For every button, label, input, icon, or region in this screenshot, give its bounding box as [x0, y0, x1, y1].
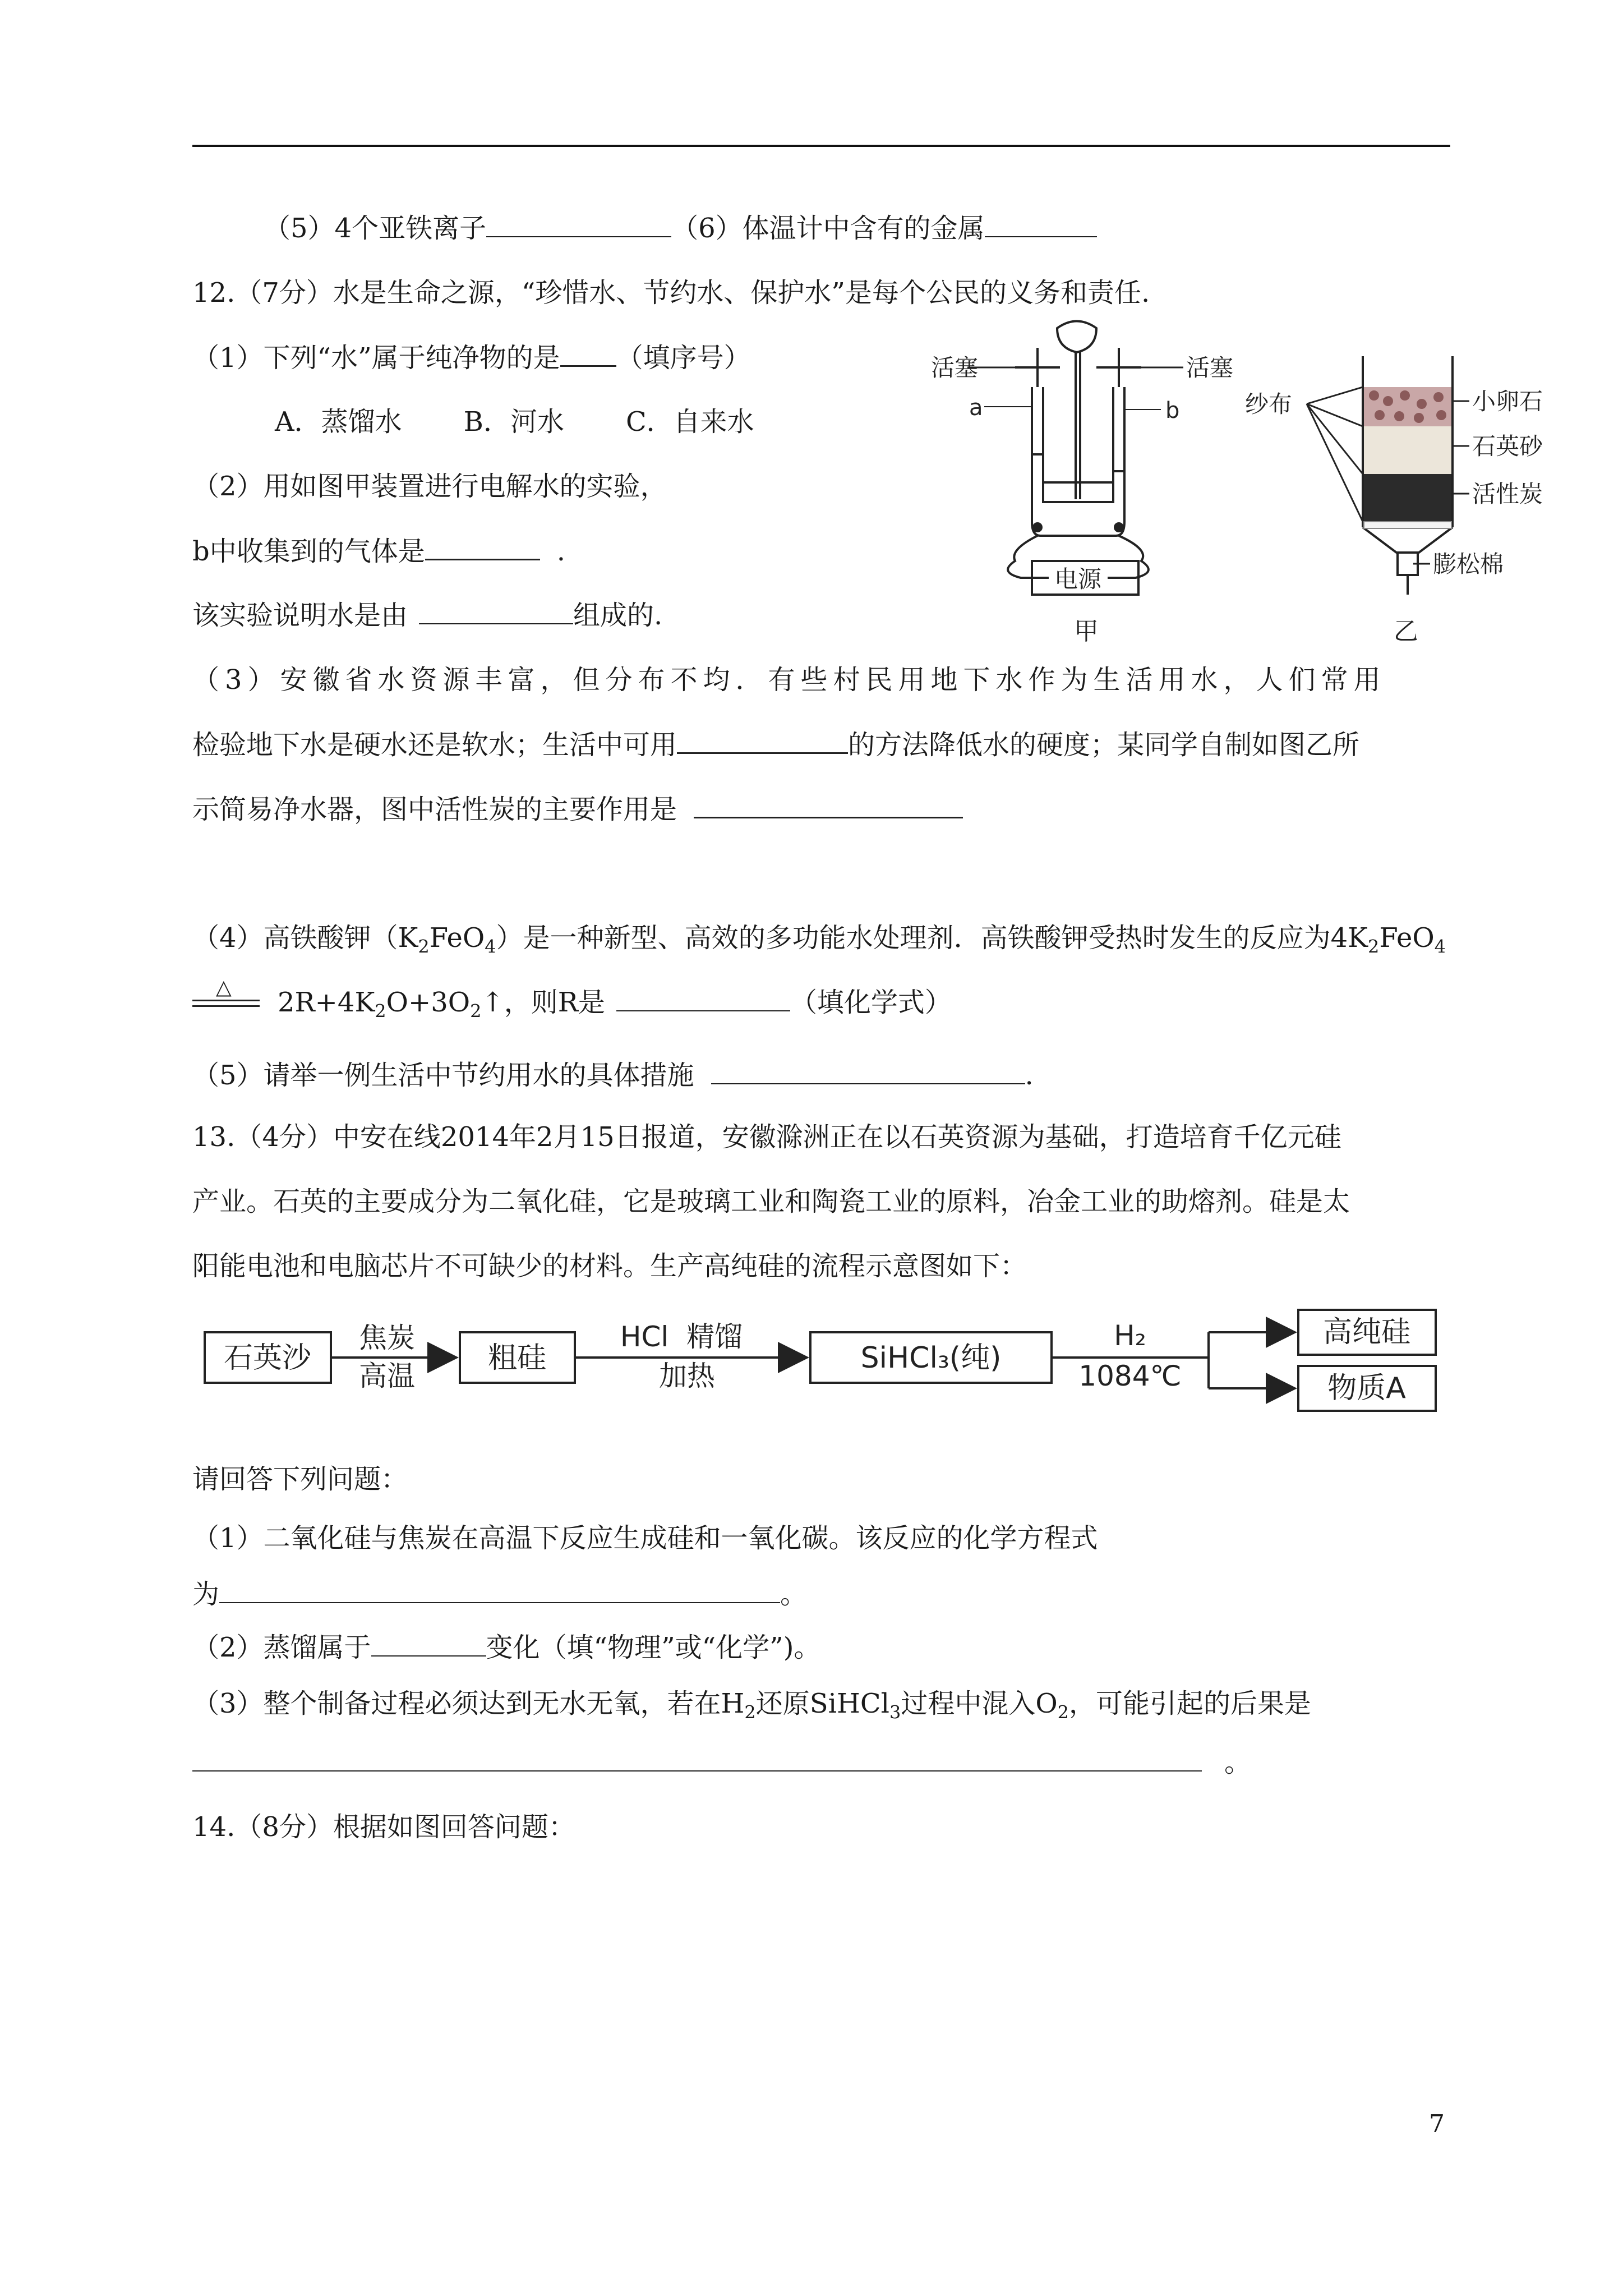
q11-item5: （5）4个亚铁离子 — [264, 213, 487, 244]
answer-blank[interactable] — [425, 533, 540, 560]
option-a: A．蒸馏水 — [275, 406, 402, 438]
label-quartz-sand: 石英砂 — [1472, 432, 1543, 460]
answer-blank[interactable] — [371, 1630, 486, 1657]
q13-part1b: 为 。 — [192, 1576, 807, 1612]
label-pebbles: 小卵石 — [1472, 388, 1543, 415]
quartz-sand-layer — [1364, 426, 1451, 474]
answer-blank[interactable] — [219, 1576, 780, 1603]
header-rule — [192, 145, 1450, 147]
delta-symbol: △ — [216, 976, 232, 999]
q12-options — [275, 404, 754, 440]
q11-line — [264, 210, 1097, 246]
electrolysis-apparatus-figure — [931, 314, 1245, 651]
label-stopcock-left: 活塞 — [931, 354, 979, 381]
label-gauze: 纱布 — [1245, 390, 1293, 418]
flow-box1-text: 石英沙 — [223, 1341, 312, 1375]
label-b: b — [1165, 398, 1180, 424]
answer-blank[interactable] — [694, 791, 963, 818]
answer-blank[interactable] — [677, 726, 848, 754]
answer-blank[interactable] — [419, 597, 573, 624]
answer-blank[interactable] — [616, 984, 790, 1011]
flow-box3-text: SiHCl₃(纯) — [860, 1341, 1002, 1375]
silicon-flow-diagram — [199, 1301, 1455, 1430]
activated-carbon-layer — [1364, 474, 1451, 522]
water-purifier-figure — [1245, 348, 1559, 662]
q12-part2a: （2）用如图甲装置进行电解水的实验， — [192, 471, 667, 502]
caption-yi: 乙 — [1394, 617, 1418, 646]
flow-arrow2-top: HCl 精馏 — [620, 1320, 743, 1353]
q13-part2: （2）蒸馏属于 变化（填“物理”或“化学”)。 — [192, 1630, 820, 1665]
answer-blank[interactable] — [711, 1057, 1025, 1084]
flow-arrow1-top: 焦炭 — [359, 1322, 415, 1354]
label-stopcock-right: 活塞 — [1186, 354, 1234, 381]
funnel-bulb — [1057, 321, 1096, 353]
q14-title: 14.（8分）根据如图回答问题： — [192, 1811, 575, 1843]
flow-arrow2-bottom: 加热 — [659, 1360, 715, 1392]
q12-part1: （1）下列“水”属于纯净物的是 （填序号） — [192, 339, 751, 376]
flow-arrow3-bottom: 1084℃ — [1078, 1360, 1182, 1392]
q13-part3-answer: 。 — [192, 1745, 1251, 1780]
q13-part1: （1）二氧化硅与焦炭在高温下反应生成硅和一氧化碳。该反应的化学方程式 — [192, 1522, 1098, 1554]
flow-arrow1-bottom: 高温 — [359, 1360, 415, 1392]
label-activated-carbon: 活性炭 — [1472, 480, 1543, 508]
q13-prompt: 请回答下列问题： — [192, 1464, 408, 1495]
q13-line2: 产业。石英的主要成分为二氧化硅，它是玻璃工业和陶瓷工业的原料，冶金工业的助熔剂。硅是太 — [192, 1186, 1350, 1217]
label-power: 电源 — [1054, 565, 1102, 593]
q12-title: 12.（7分）水是生命之源，“珍惜水、节约水、保护水”是每个公民的义务和责任. — [192, 277, 1150, 309]
q12-part3b: 检验地下水是硬水还是软水；生活中可用 的方法降低水的硬度；某同学自制如图乙所 — [192, 726, 1359, 763]
flow-box5-text: 物质A — [1327, 1372, 1406, 1405]
q12-part4b: $2R+4K_2O+3O_2↑$，则R是 （填化学式） — [278, 984, 952, 1020]
heat-condition — [192, 976, 260, 1010]
page-number: 7 — [1429, 2110, 1445, 2138]
q12-part2c: 该实验说明水是由 组成的. — [192, 597, 662, 633]
q11-item6: （6）体温计中含有的金属 — [671, 213, 985, 244]
answer-blank[interactable] — [192, 1745, 1202, 1772]
answer-blank[interactable] — [486, 210, 671, 237]
answer-blank[interactable] — [985, 210, 1097, 237]
caption-jia: 甲 — [1074, 617, 1099, 646]
option-c: C．自来水 — [625, 406, 754, 438]
label-cotton: 膨松棉 — [1433, 550, 1504, 578]
q12-part5: （5）请举一例生活中节约用水的具体措施 . — [192, 1057, 1034, 1093]
q13-title: 13.（4分）中安在线2014年2月15日报道，安徽滁洲正在以石英资源为基础，打造培育千亿元硅 — [192, 1121, 1341, 1153]
option-b: B．河水 — [463, 406, 564, 438]
q12-part3c: 示简易净水器，图中活性炭的主要作用是 — [192, 791, 963, 827]
q12-part2b: b中收集到的气体是 . — [192, 533, 565, 569]
q12-part4a: （4）高铁酸钾$(K_2FeO_4)$是一种新型、高效的多功能水处理剂．高铁酸钾受热时发生的反应为$4K_2FeO_4$ — [192, 922, 1446, 958]
q13-line3: 阳能电池和电脑芯片不可缺少的材料。生产高纯硅的流程示意图如下： — [192, 1250, 1027, 1282]
flow-box4-text: 高纯硅 — [1322, 1315, 1411, 1349]
q12-part3a: （3）安徽省水资源丰富，但分布不均．有些村民用地下水作为生活用水，人们常用 — [192, 664, 1386, 696]
cotton-layer — [1364, 522, 1451, 528]
flow-box2-text: 粗硅 — [487, 1341, 547, 1375]
label-a: a — [969, 395, 983, 421]
answer-blank[interactable] — [560, 339, 616, 367]
flow-arrow3-top: H₂ — [1114, 1319, 1146, 1352]
q13-part3: （3）整个制备过程必须达到无水无氧，若在$H_2$还原SiHCl$_3$过程中混入$O_2$，可能引起的后果是 — [192, 1688, 1312, 1723]
